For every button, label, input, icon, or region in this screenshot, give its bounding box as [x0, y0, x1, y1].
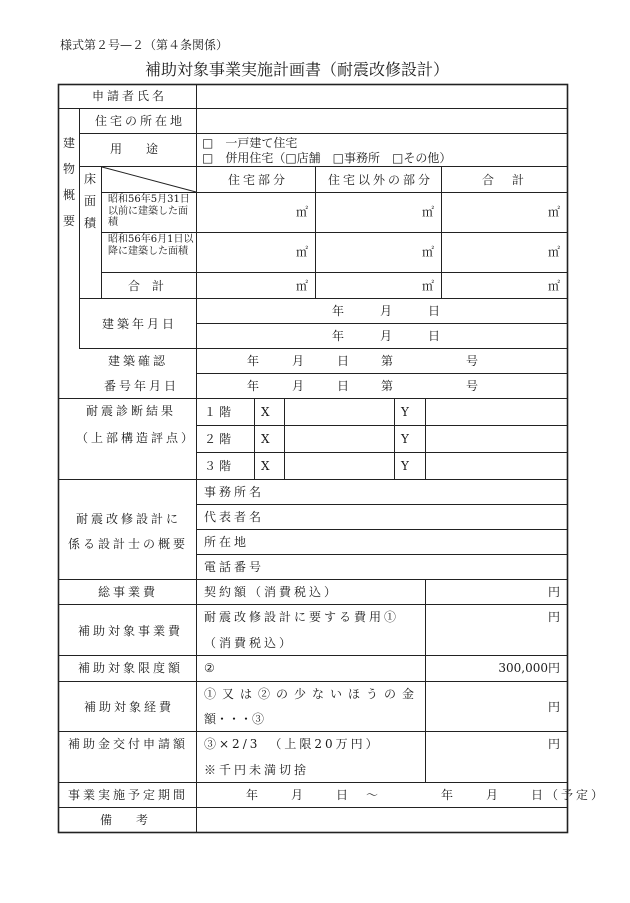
- limit-amount: 300,000円: [498, 661, 560, 675]
- y-label: Y: [401, 459, 409, 473]
- designer-label-2: 係る設計士の概要: [68, 537, 189, 551]
- col-header-residential: 住宅部分: [228, 173, 289, 187]
- x-label: X: [261, 432, 270, 446]
- built-date-field-1[interactable]: 年 月 日: [332, 304, 441, 318]
- row-label-total: 合 計: [128, 279, 165, 293]
- unit-sqm: ㎡: [295, 245, 308, 259]
- grant-label: 補助金交付申請額: [68, 737, 189, 751]
- applicant-label: 申請者氏名: [92, 89, 168, 103]
- y-label: Y: [401, 432, 409, 446]
- yen-unit: 円: [547, 700, 560, 714]
- expense-desc-1: ①又は②の少ないほうの金: [204, 687, 421, 701]
- grant-desc-1: ③×2/3 （上限20万円）: [204, 737, 381, 751]
- unit-sqm: ㎡: [547, 205, 560, 219]
- use-label: 用 途: [110, 142, 159, 156]
- col-header-total: 合 計: [482, 173, 528, 187]
- designer-office-name: 事務所名: [204, 485, 265, 499]
- unit-sqm: ㎡: [421, 279, 434, 293]
- address-label: 住宅の所在地: [95, 114, 186, 128]
- built-date-label: 建築年月日: [102, 317, 178, 331]
- subsidy-target-desc-1: 耐震改修設計に要する費用①: [204, 610, 400, 624]
- x-label: X: [261, 405, 270, 419]
- row-label-pre1981: 昭和56年5月31日以前に建築した面積: [108, 194, 190, 228]
- diagnosis-label-1: 耐震診断結果: [86, 404, 177, 418]
- designer-label-1: 耐震改修設計に: [76, 512, 182, 526]
- schedule-field[interactable]: 年 月 日 〜 年 月 日（予定）: [246, 788, 607, 802]
- row-label-post1981: 昭和56年6月1日以降に建築した面積: [108, 234, 194, 257]
- diagnosis-floor-3: ３階: [204, 459, 235, 473]
- diagnosis-label-2: （上部構造評点）: [76, 431, 197, 445]
- diagnosis-floor-2: ２階: [204, 432, 235, 446]
- unit-sqm: ㎡: [547, 279, 560, 293]
- diagnosis-floor-1: １階: [204, 405, 235, 419]
- yen-unit: 円: [547, 585, 560, 599]
- unit-sqm: ㎡: [295, 279, 308, 293]
- y-label: Y: [401, 405, 409, 419]
- yen-unit: 円: [547, 610, 560, 624]
- floor-area-label: 床 面 積: [83, 172, 96, 230]
- remarks-label: 備 考: [100, 813, 149, 827]
- unit-sqm: ㎡: [547, 245, 560, 259]
- use-option-detached[interactable]: □ 一戸建て住宅: [202, 136, 298, 150]
- confirm-label-1: 建築確認: [108, 354, 169, 368]
- form-number: 様式第２号—２（第４条関係）: [60, 38, 229, 52]
- total-cost-desc: 契約額（消費税込）: [204, 585, 340, 599]
- page-title: 補助対象事業実施計画書（耐震改修設計）: [145, 60, 450, 79]
- col-header-nonresidential: 住宅以外の部分: [328, 173, 434, 187]
- limit-desc: ②: [204, 661, 215, 675]
- schedule-label: 事業実施予定期間: [68, 788, 189, 802]
- x-label: X: [261, 459, 270, 473]
- unit-sqm: ㎡: [421, 205, 434, 219]
- expense-desc-2: 額・・・③: [204, 712, 265, 726]
- built-date-field-2[interactable]: 年 月 日: [332, 329, 441, 343]
- subsidy-target-label: 補助対象事業費: [78, 624, 184, 638]
- designer-address: 所在地: [204, 535, 250, 549]
- grant-desc-2: ※千円未満切捨: [204, 763, 310, 777]
- expense-label: 補助対象経費: [84, 700, 175, 714]
- confirm-label-2: 番号年月日: [104, 379, 180, 393]
- yen-unit: 円: [547, 737, 560, 751]
- unit-sqm: ㎡: [295, 205, 308, 219]
- total-cost-label: 総事業費: [98, 585, 159, 599]
- unit-sqm: ㎡: [421, 245, 434, 259]
- building-group-label: 建 物 概 要: [62, 136, 75, 228]
- subsidy-target-desc-2: （消費税込）: [204, 636, 295, 650]
- designer-representative: 代表者名: [204, 510, 265, 524]
- limit-label: 補助対象限度額: [78, 661, 184, 675]
- use-option-mixed[interactable]: □ 併用住宅（□店舗 □事務所 □その他）: [202, 151, 452, 165]
- designer-phone: 電話番号: [204, 560, 265, 574]
